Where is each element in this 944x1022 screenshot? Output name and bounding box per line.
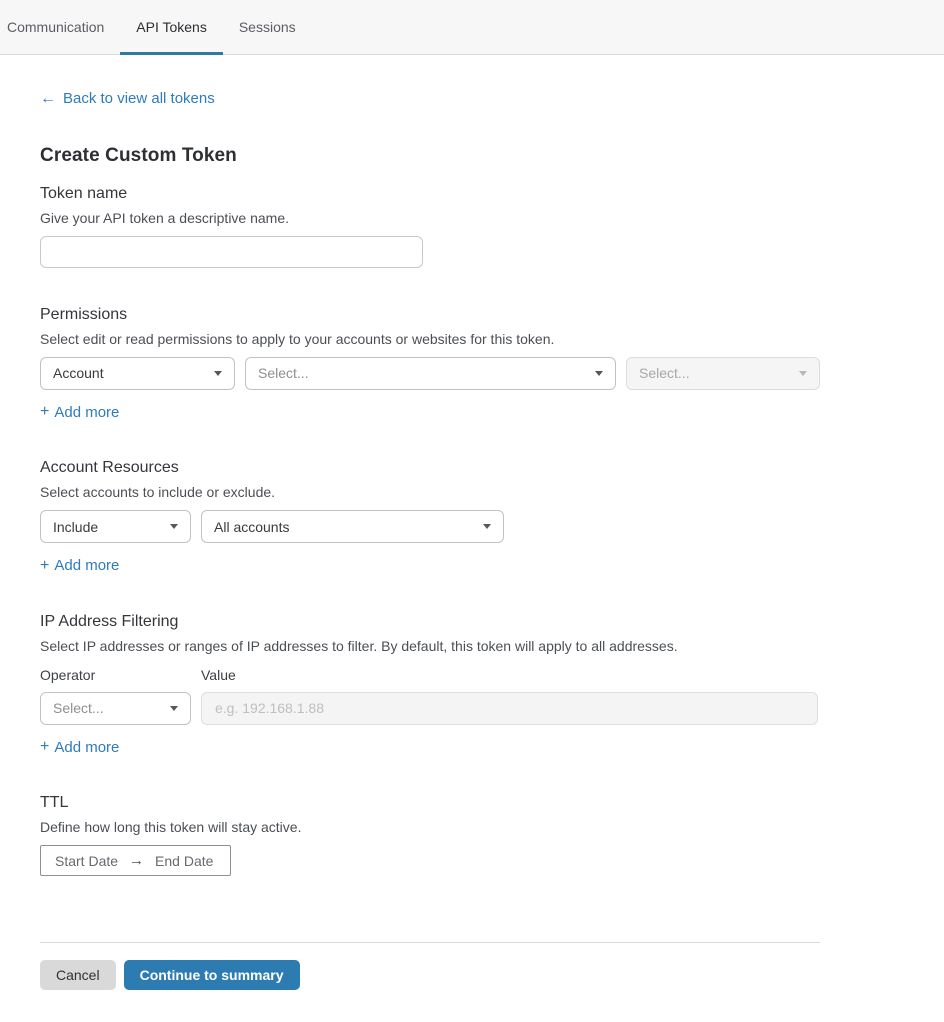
- ttl-title: TTL: [40, 794, 69, 811]
- ip-filtering-title: IP Address Filtering: [40, 612, 179, 630]
- ttl-description: Define how long this token will stay active.: [40, 819, 302, 835]
- ip-filtering-controls-row: [40, 692, 820, 725]
- tab-communication-label: Communication: [7, 19, 105, 35]
- tab-api-tokens[interactable]: [120, 0, 223, 54]
- resource-value: All accounts: [214, 518, 290, 535]
- add-more-label: Add more: [54, 557, 120, 574]
- tab-sessions[interactable]: [223, 0, 312, 54]
- ip-filtering-section: [40, 613, 820, 757]
- value-label: Value: [201, 666, 236, 683]
- token-name-section: [40, 185, 820, 268]
- permissions-description: Select edit or read permissions to apply to your accounts or websites for this token.: [40, 330, 555, 347]
- tab-communication[interactable]: [0, 0, 120, 54]
- arrow-right-icon: →: [129, 852, 145, 869]
- footer-actions: [40, 960, 820, 990]
- chevron-down-icon: [170, 706, 178, 711]
- back-to-tokens-link[interactable]: [40, 90, 215, 107]
- ttl-date-range-picker[interactable]: [40, 845, 231, 876]
- ip-operator-select[interactable]: [40, 692, 191, 725]
- end-date-placeholder: End Date: [155, 852, 214, 869]
- continue-to-summary-button[interactable]: Continue to summary: [124, 960, 300, 990]
- permissions-add-more-link[interactable]: [40, 404, 119, 421]
- plus-icon: +: [40, 738, 50, 755]
- token-name-input[interactable]: [40, 236, 423, 268]
- permission-group-placeholder: Select...: [258, 365, 309, 381]
- ip-filtering-labels-row: [40, 667, 820, 683]
- footer-divider: [40, 942, 820, 943]
- token-name-description: Give your API token a descriptive name.: [40, 209, 290, 226]
- chevron-down-icon: [595, 371, 603, 376]
- arrow-left-icon: ←: [40, 89, 56, 107]
- account-resources-controls-row: [40, 510, 820, 543]
- account-resources-description: Select accounts to include or exclude.: [40, 484, 276, 500]
- tabbar: [0, 0, 944, 55]
- ip-operator-placeholder: Select...: [53, 700, 104, 716]
- start-date-placeholder: Start Date: [55, 852, 119, 869]
- tabs-row: [0, 0, 312, 54]
- main-content: [0, 55, 860, 1020]
- permissions-title: Permissions: [40, 305, 128, 323]
- account-resources-title: Account Resources: [40, 459, 179, 476]
- back-link-label: Back to view all tokens: [63, 90, 215, 107]
- permission-scope-select[interactable]: [40, 357, 235, 390]
- permission-scope-value: Account: [53, 365, 104, 381]
- chevron-down-icon: [214, 371, 222, 376]
- resource-select[interactable]: [201, 510, 504, 543]
- cancel-button[interactable]: Cancel: [40, 960, 116, 990]
- ip-filtering-add-more-link[interactable]: [40, 739, 119, 756]
- plus-icon: +: [40, 556, 50, 574]
- token-name-title: Token name: [40, 184, 128, 202]
- page-title: Create Custom Token: [40, 144, 237, 166]
- resource-mode-select[interactable]: [40, 510, 191, 543]
- chevron-down-icon: [483, 524, 491, 529]
- ttl-section: [40, 794, 820, 876]
- resource-mode-value: Include: [53, 518, 99, 535]
- ip-filtering-description: Select IP addresses or ranges of IP addresses to filter. By default, this token will apply to all addresses.: [40, 637, 678, 654]
- account-resources-add-more-link[interactable]: [40, 557, 119, 574]
- ip-value-input: [201, 692, 818, 725]
- account-resources-section: [40, 459, 820, 575]
- operator-label: Operator: [40, 666, 96, 683]
- chevron-down-icon: [170, 524, 178, 529]
- permission-access-placeholder: Select...: [639, 365, 690, 381]
- add-more-label: Add more: [54, 738, 120, 756]
- tab-api-tokens-label: API Tokens: [136, 19, 207, 35]
- permission-group-select[interactable]: [245, 357, 616, 390]
- add-more-label: Add more: [54, 403, 120, 421]
- permission-access-select: [626, 357, 820, 390]
- plus-icon: +: [40, 403, 50, 420]
- permissions-section: [40, 306, 820, 422]
- chevron-down-icon: [799, 371, 807, 376]
- permissions-controls-row: [40, 357, 820, 390]
- tab-sessions-label: Sessions: [238, 19, 296, 35]
